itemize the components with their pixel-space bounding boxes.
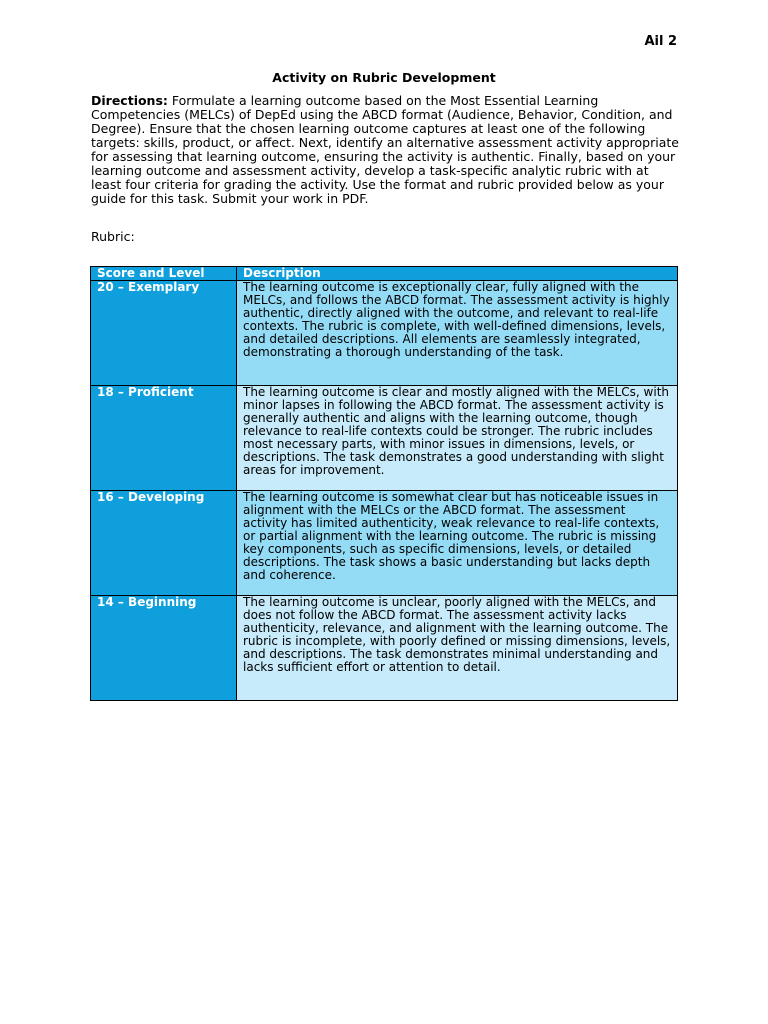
description-cell: The learning outcome is clear and mostly aligned with the MELCs, with minor lapses in following the ABCD format. The assessment activity is generally authentic and aligns with the learning outcome, though relevance to real-life contexts could be stronger. The rubric includes most necessary parts, with minor issues in dimensions, levels, or descriptions. The task demonstrates a good understanding with slight areas for improvement. <box>237 386 678 491</box>
description-cell: The learning outcome is somewhat clear but has noticeable issues in alignment with the MELCs or the ABCD format. The assessment activity has limited authenticity, weak relevance to real-life contexts, or partial alignment with the learning outcome. The rubric is missing key components, such as specific dimensions, levels, or detailed descriptions. The task shows a basic understanding but lacks depth and coherence. <box>237 491 678 596</box>
rubric-label: Rubric: <box>91 229 135 244</box>
header-score-and-level: Score and Level <box>91 267 237 281</box>
rubric-row-beginning <box>91 596 678 701</box>
directions-text: Formulate a learning outcome based on the Most Essential Learning Competencies (MELCs) of DepEd using the ABCD format (Audience, Behavior, Condition, and Degree). Ensure that the chosen learning outcome captures at least one of the following targets: skills, product, or affect. Next, identify an alternative assessment activity appropriate for assessing that learning outcome, ensuring the activity is authentic. Finally, based on your learning outcome and assessment activity, develop a task-specific analytic rubric with at least four criteria for grading the activity. Use the format and rubric provided below as your guide for this task. Submit your work in PDF. <box>91 93 679 206</box>
rubric-row-exemplary <box>91 281 678 386</box>
directions-label: Directions: <box>91 93 168 108</box>
description-cell: The learning outcome is exceptionally clear, fully aligned with the MELCs, and follows the ABCD format. The assessment activity is highly authentic, directly aligned with the outcome, and relevant to real-life contexts. The rubric is complete, with well-defined dimensions, levels, and detailed descriptions. All elements are seamlessly integrated, demonstrating a thorough understanding of the task. <box>237 281 678 386</box>
level-cell: 16 – Developing <box>91 491 237 596</box>
description-cell: The learning outcome is unclear, poorly aligned with the MELCs, and does not follow the ABCD format. The assessment activity lacks authenticity, relevance, and alignment with the learning outcome. The rubric is incomplete, with poorly defined or missing dimensions, levels, and descriptions. The task demonstrates minimal understanding and lacks sufficient effort or attention to detail. <box>237 596 678 701</box>
header-description: Description <box>237 267 678 281</box>
level-cell: 14 – Beginning <box>91 596 237 701</box>
rubric-row-proficient <box>91 386 678 491</box>
level-cell: 18 – Proficient <box>91 386 237 491</box>
header-tag: Ail 2 <box>644 34 677 49</box>
rubric-row-developing <box>91 491 678 596</box>
rubric-table <box>90 266 678 701</box>
level-cell: 20 – Exemplary <box>91 281 237 386</box>
document-title: Activity on Rubric Development <box>272 70 496 85</box>
rubric-header-row <box>91 267 678 281</box>
directions-paragraph <box>91 94 681 206</box>
